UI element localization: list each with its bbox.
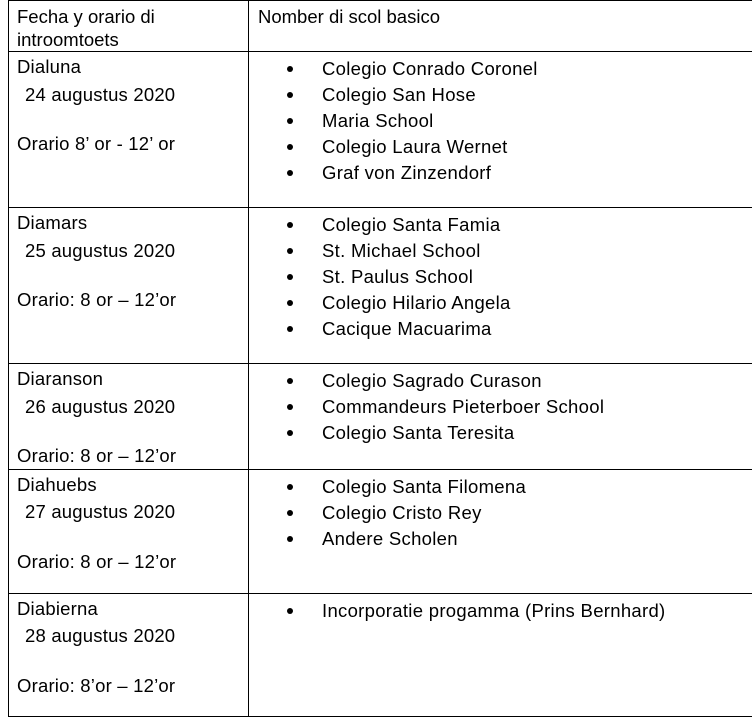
- schedule-row: [9, 469, 752, 593]
- school-list-item: [249, 290, 752, 316]
- bullet-icon: [287, 92, 293, 98]
- school-list-item: [249, 368, 752, 394]
- header-row: [9, 1, 752, 52]
- bullet-icon: [287, 170, 293, 176]
- day-label: Dialuna: [17, 55, 240, 80]
- bullet-icon: [287, 510, 293, 516]
- header-date-time-label: Fecha y orario di introomtoets: [9, 1, 248, 51]
- school-name: Colegio Santa Famia: [322, 214, 500, 235]
- schedule-table: [8, 0, 752, 717]
- school-list-item: [249, 500, 752, 526]
- school-list: [249, 470, 752, 552]
- date-cell: [9, 364, 249, 470]
- date-block: [9, 208, 248, 313]
- time-label: Orario: 8 or – 12’or: [17, 444, 240, 469]
- day-label: Diaranson: [17, 367, 240, 392]
- school-list: [249, 594, 752, 624]
- header-date-time: [9, 1, 249, 52]
- header-school-name-label: Nomber di scol basico: [249, 1, 752, 28]
- bullet-icon: [287, 484, 293, 490]
- bullet-icon: [287, 326, 293, 332]
- school-name: Cacique Macuarima: [322, 318, 492, 339]
- school-name: Colegio Santa Filomena: [322, 476, 526, 497]
- school-name: Colegio Conrado Coronel: [322, 58, 538, 79]
- school-name: St. Michael School: [322, 240, 481, 261]
- schools-cell: [249, 593, 752, 716]
- schools-cell: [249, 469, 752, 593]
- school-list-item: [249, 316, 752, 342]
- school-name: Maria School: [322, 110, 434, 131]
- time-label: Orario 8’ or - 12’ or: [17, 132, 240, 157]
- school-list: [249, 208, 752, 342]
- day-label: Diahuebs: [17, 473, 240, 498]
- date-label: 27 augustus 2020: [17, 497, 240, 525]
- date-label: 26 augustus 2020: [17, 392, 240, 420]
- school-list-item: [249, 526, 752, 552]
- school-list-item: [249, 212, 752, 238]
- day-label: Diamars: [17, 211, 240, 236]
- date-cell: [9, 593, 249, 716]
- school-list-item: [249, 160, 752, 186]
- school-name: Incorporatie progamma (Prins Bernhard): [322, 600, 666, 621]
- bullet-icon: [287, 222, 293, 228]
- date-label: 25 augustus 2020: [17, 236, 240, 264]
- date-block: [9, 364, 248, 469]
- date-block: [9, 470, 248, 575]
- bullet-icon: [287, 66, 293, 72]
- bullet-icon: [287, 404, 293, 410]
- bullet-icon: [287, 118, 293, 124]
- school-list-item: [249, 56, 752, 82]
- time-label: Orario: 8’or – 12’or: [17, 674, 240, 699]
- school-name: Graf von Zinzendorf: [322, 162, 491, 183]
- school-list-item: [249, 238, 752, 264]
- time-label: Orario: 8 or – 12’or: [17, 288, 240, 313]
- school-name: Colegio San Hose: [322, 84, 476, 105]
- school-list: [249, 364, 752, 446]
- schedule-row: [9, 52, 752, 208]
- bullet-icon: [287, 274, 293, 280]
- school-name: Colegio Laura Wernet: [322, 136, 508, 157]
- school-list-item: [249, 474, 752, 500]
- schedule-row: [9, 364, 752, 470]
- school-name: Commandeurs Pieterboer School: [322, 396, 604, 417]
- date-block: [9, 52, 248, 157]
- bullet-icon: [287, 536, 293, 542]
- schools-cell: [249, 52, 752, 208]
- school-list-item: [249, 394, 752, 420]
- schools-cell: [249, 364, 752, 470]
- schedule-row: [9, 208, 752, 364]
- date-cell: [9, 469, 249, 593]
- school-list: [249, 52, 752, 186]
- day-label: Diabierna: [17, 597, 240, 622]
- school-list-item: [249, 108, 752, 134]
- school-name: Colegio Santa Teresita: [322, 422, 514, 443]
- school-list-item: [249, 82, 752, 108]
- school-list-item: [249, 598, 752, 624]
- schedule-row: [9, 593, 752, 716]
- school-list-item: [249, 420, 752, 446]
- school-name: Andere Scholen: [322, 528, 458, 549]
- bullet-icon: [287, 608, 293, 614]
- date-label: 28 augustus 2020: [17, 621, 240, 649]
- date-block: [9, 594, 248, 699]
- school-name: St. Paulus School: [322, 266, 473, 287]
- bullet-icon: [287, 144, 293, 150]
- header-school-name: [249, 1, 752, 52]
- school-name: Colegio Hilario Angela: [322, 292, 511, 313]
- school-name: Colegio Cristo Rey: [322, 502, 482, 523]
- date-label: 24 augustus 2020: [17, 80, 240, 108]
- bullet-icon: [287, 248, 293, 254]
- bullet-icon: [287, 430, 293, 436]
- school-list-item: [249, 134, 752, 160]
- schools-cell: [249, 208, 752, 364]
- date-cell: [9, 208, 249, 364]
- school-list-item: [249, 264, 752, 290]
- bullet-icon: [287, 378, 293, 384]
- time-label: Orario: 8 or – 12’or: [17, 550, 240, 575]
- bullet-icon: [287, 300, 293, 306]
- school-name: Colegio Sagrado Curason: [322, 370, 542, 391]
- date-cell: [9, 52, 249, 208]
